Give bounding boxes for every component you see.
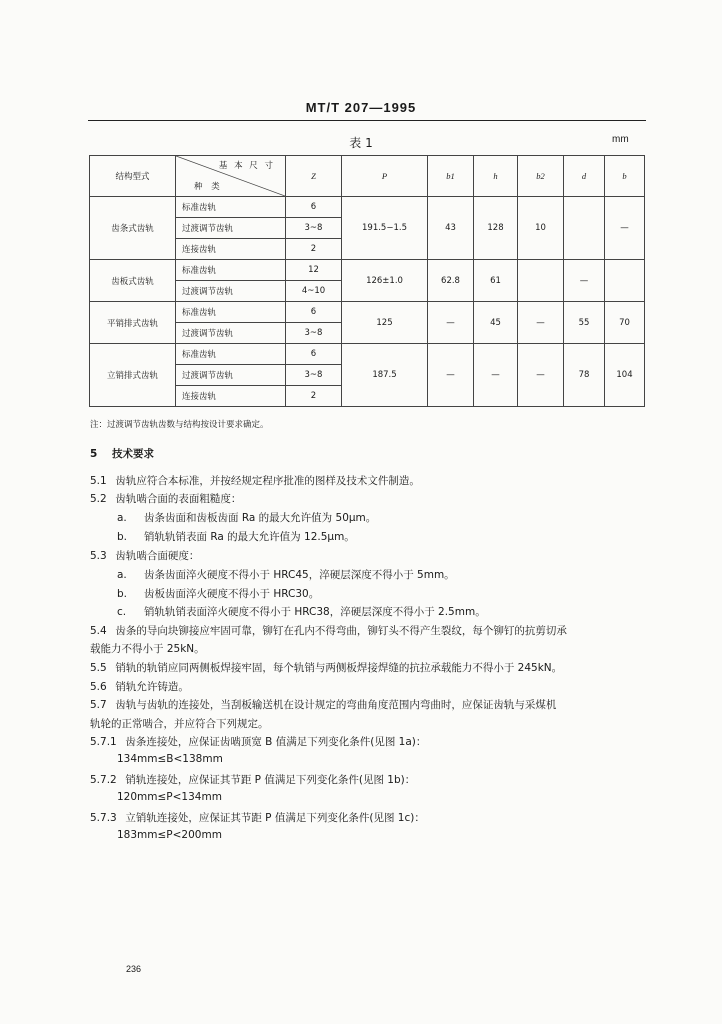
b-cell: [605, 260, 645, 302]
section-number: 5: [90, 448, 98, 460]
kind-cell: 标准齿轨: [176, 260, 286, 281]
clause-text: 立销轨连接处，应保证其节距 P 值满足下列变化条件(见图 1c)：: [125, 812, 425, 824]
item-label: b.: [117, 531, 128, 543]
page-number: 236: [126, 964, 142, 974]
clause-number: 5.6: [90, 681, 107, 693]
z-cell: 6: [286, 197, 342, 218]
item-5-3-c: [117, 604, 486, 619]
item-label: a.: [117, 569, 127, 581]
header-p: P: [342, 156, 428, 197]
b1-cell: —: [428, 302, 474, 344]
item-label: a.: [117, 512, 127, 524]
item-5-3-a: [117, 567, 455, 582]
header-h: h: [474, 156, 518, 197]
kind-cell: 标准齿轨: [176, 302, 286, 323]
clause-number: 5.2: [90, 493, 107, 505]
h-cell: —: [474, 344, 518, 407]
z-cell: 3~8: [286, 218, 342, 239]
clause-5-2: [90, 491, 241, 506]
clause-number: 5.7.2: [90, 774, 117, 786]
table-row: [90, 344, 645, 365]
h-cell: 128: [474, 197, 518, 260]
table-header-row: [90, 156, 645, 197]
header-d: d: [564, 156, 605, 197]
clause-text: 齿条连接处，应保证齿啮顶宽 B 值满足下列变化条件(见图 1a)：: [125, 736, 427, 748]
clause-5-7-1: [90, 734, 426, 749]
z-cell: 2: [286, 386, 342, 407]
unit-label: mm: [612, 134, 629, 145]
p-cell: 187.5: [342, 344, 428, 407]
b2-cell: —: [518, 302, 564, 344]
p-cell: 191.5−1.5: [342, 197, 428, 260]
clause-5-7-continuation: 轨轮的正常啮合，并应符合下列规定。: [90, 718, 269, 730]
kind-cell: 标准齿轨: [176, 197, 286, 218]
item-text: 齿条齿面淬火硬度不得小于 HRC45，淬硬层深度不得小于 5mm。: [144, 569, 455, 581]
b2-cell: [518, 260, 564, 302]
condition-5-7-3: 183mm≤P<200mm: [117, 829, 222, 841]
b-cell: 70: [605, 302, 645, 344]
standard-code: MT/T 207—1995: [305, 100, 417, 115]
clause-5-5: [90, 660, 562, 675]
table-row: [90, 197, 645, 218]
group-type-cell: 立销排式齿轨: [90, 344, 176, 407]
header-b: b: [605, 156, 645, 197]
clause-number: 5.1: [90, 475, 107, 487]
clause-number: 5.4: [90, 625, 107, 637]
clause-5-7-3: [90, 810, 425, 825]
item-5-2-b: [117, 529, 355, 544]
item-label: c.: [117, 606, 127, 618]
z-cell: 2: [286, 239, 342, 260]
clause-number: 5.5: [90, 662, 107, 674]
group-type-cell: 平销排式齿轨: [90, 302, 176, 344]
kind-cell: 过渡调节齿轨: [176, 365, 286, 386]
header-z: Z: [286, 156, 342, 197]
kind-cell: 过渡调节齿轨: [176, 218, 286, 239]
table-row: [90, 302, 645, 323]
d-cell: [564, 197, 605, 260]
item-label: b.: [117, 588, 128, 600]
kind-cell: 标准齿轨: [176, 344, 286, 365]
d-cell: —: [564, 260, 605, 302]
clause-5-7-2: [90, 772, 415, 787]
clause-text: 齿轨与齿轨的连接处，当刮板输送机在设计规定的弯曲角度范围内弯曲时，应保证齿轨与采煤机: [115, 699, 557, 711]
clause-text: 齿条的导向块铆接应牢固可靠，铆钉在孔内不得弯曲，铆钉头不得产生裂纹，每个铆钉的抗剪切承: [115, 625, 567, 637]
group-type-cell: 齿板式齿轨: [90, 260, 176, 302]
clause-text: 销轨的轨销应同两侧板焊接牢固，每个轨销与两侧板焊接焊缝的抗拉承载能力不得小于 245kN。: [115, 662, 563, 674]
item-5-2-a: [117, 510, 376, 525]
kind-cell: 连接齿轨: [176, 239, 286, 260]
z-cell: 12: [286, 260, 342, 281]
h-cell: 45: [474, 302, 518, 344]
p-cell: 126±1.0: [342, 260, 428, 302]
condition-5-7-2: 120mm≤P<134mm: [117, 791, 222, 803]
header-structure-type: 结构型式: [90, 156, 176, 197]
section-heading: [90, 446, 154, 461]
header-b2: b2: [518, 156, 564, 197]
b1-cell: —: [428, 344, 474, 407]
z-cell: 4~10: [286, 281, 342, 302]
clause-5-7: [90, 697, 556, 712]
table-title: 表 1: [349, 136, 373, 150]
clause-text: 销轨允许铸造。: [115, 681, 189, 693]
kind-cell: 连接齿轨: [176, 386, 286, 407]
header-b1: b1: [428, 156, 474, 197]
b1-cell: 62.8: [428, 260, 474, 302]
section-title: 技术要求: [112, 448, 154, 460]
item-text: 齿条齿面和齿板齿面 Ra 的最大允许值为 50μm。: [144, 512, 377, 524]
clause-5-6: [90, 679, 189, 694]
d-cell: 55: [564, 302, 605, 344]
d-cell: 78: [564, 344, 605, 407]
kind-cell: 过渡调节齿轨: [176, 323, 286, 344]
table-note: 注：过渡调节齿轨齿数与结构按设计要求确定。: [90, 420, 269, 430]
clause-text: 销轨连接处，应保证其节距 P 值满足下列变化条件(见图 1b)：: [125, 774, 416, 786]
header-basic-dimension: 基 本 尺 寸: [218, 161, 275, 171]
z-cell: 6: [286, 344, 342, 365]
item-5-3-b: [117, 586, 319, 601]
b-cell: 104: [605, 344, 645, 407]
clause-5-4-continuation: 载能力不得小于 25kN。: [90, 643, 205, 655]
z-cell: 3~8: [286, 365, 342, 386]
clause-number: 5.3: [90, 550, 107, 562]
header-diagonal-cell: [176, 156, 286, 197]
item-text: 齿板齿面淬火硬度不得小于 HRC30。: [144, 588, 320, 600]
clause-number: 5.7.3: [90, 812, 117, 824]
condition-5-7-1: 134mm≤B<138mm: [117, 753, 223, 765]
table-row: [90, 260, 645, 281]
b2-cell: 10: [518, 197, 564, 260]
clause-text: 齿轨啮合面硬度：: [115, 550, 200, 562]
b-cell: —: [605, 197, 645, 260]
clause-number: 5.7.1: [90, 736, 117, 748]
b2-cell: —: [518, 344, 564, 407]
p-cell: 125: [342, 302, 428, 344]
header-kind: 种 类: [194, 182, 223, 192]
clause-5-1: [90, 473, 420, 488]
z-cell: 3~8: [286, 323, 342, 344]
kind-cell: 过渡调节齿轨: [176, 281, 286, 302]
item-text: 销轨轨销表面 Ra 的最大允许值为 12.5μm。: [144, 531, 355, 543]
clause-5-4: [90, 623, 567, 638]
b1-cell: 43: [428, 197, 474, 260]
item-text: 销轨轨销表面淬火硬度不得小于 HRC38，淬硬层深度不得小于 2.5mm。: [144, 606, 486, 618]
clause-5-3: [90, 548, 199, 563]
spec-table: [89, 155, 645, 407]
clause-text: 齿轨应符合本标准，并按经规定程序批准的图样及技术文件制造。: [115, 475, 420, 487]
z-cell: 6: [286, 302, 342, 323]
h-cell: 61: [474, 260, 518, 302]
clause-number: 5.7: [90, 699, 107, 711]
clause-text: 齿轨啮合面的表面粗糙度：: [115, 493, 242, 505]
header-rule: [88, 120, 646, 121]
group-type-cell: 齿条式齿轨: [90, 197, 176, 260]
